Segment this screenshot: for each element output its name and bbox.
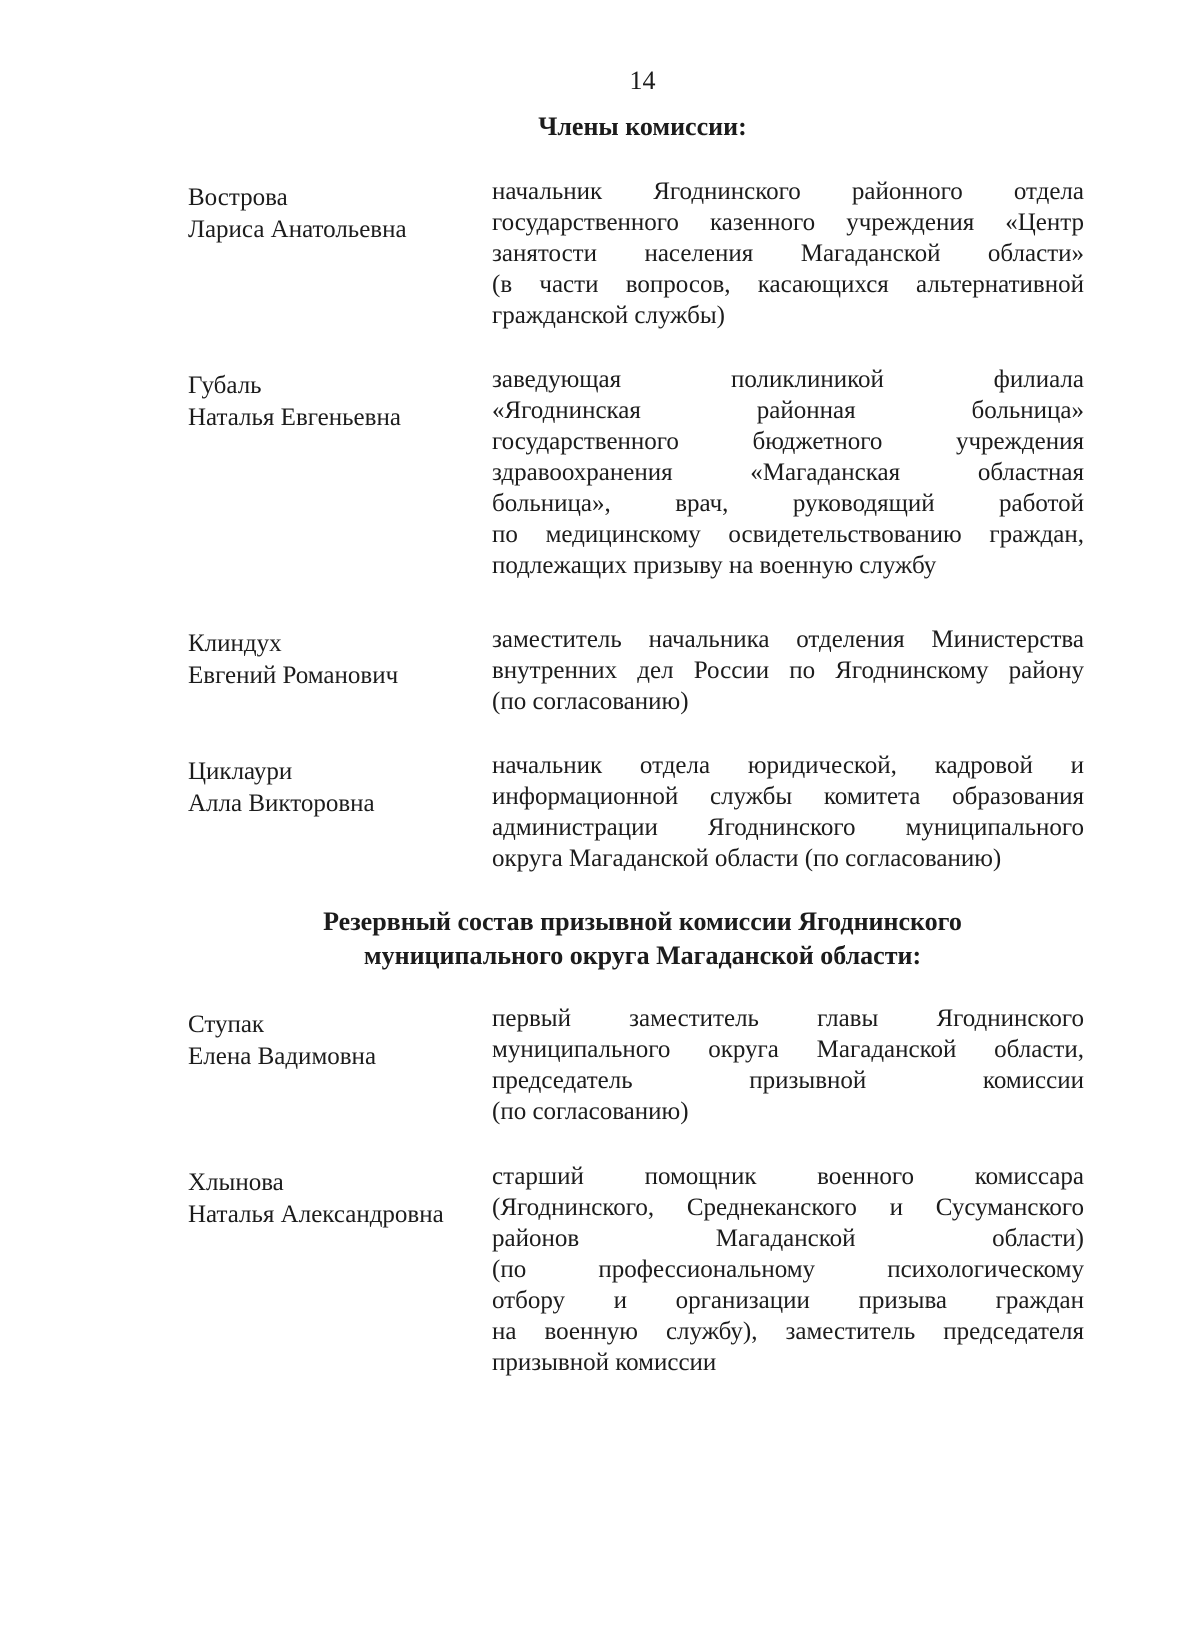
reserve-surname: Ступак bbox=[188, 1011, 265, 1038]
reserve-given-name: Елена Вадимовна bbox=[188, 1043, 377, 1070]
role-line: информационной службы комитета образования bbox=[492, 783, 1084, 810]
role-line: заместитель начальника отделения Министерства bbox=[492, 626, 1084, 653]
role-line: подлежащих призыву на военную службу bbox=[492, 552, 937, 579]
member-given-name: Алла Викторовна bbox=[188, 790, 375, 817]
members-heading: Члены комиссии: bbox=[538, 112, 747, 141]
role-line: начальник отдела юридической, кадровой и bbox=[492, 752, 1084, 779]
reserve-name bbox=[188, 1009, 376, 1073]
reserve-surname: Хлынова bbox=[188, 1169, 284, 1196]
page-number: 14 bbox=[629, 66, 656, 95]
member-given-name: Наталья Евгеньевна bbox=[188, 404, 401, 431]
member-role bbox=[492, 750, 1084, 874]
role-line: (в части вопросов, касающихся альтернативной bbox=[492, 271, 1084, 298]
reserve-name bbox=[188, 1167, 444, 1231]
role-line: государственного казенного учреждения «Центр bbox=[492, 209, 1084, 236]
role-line: начальник Ягоднинского районного отдела bbox=[492, 178, 1084, 205]
role-line: государственного бюджетного учреждения bbox=[492, 428, 1084, 455]
role-line: по медицинскому освидетельствованию граждан, bbox=[492, 521, 1084, 548]
member-role bbox=[492, 176, 1084, 331]
member-role bbox=[492, 624, 1084, 717]
member-given-name: Евгений Романович bbox=[188, 662, 399, 689]
reserve-given-name: Наталья Александровна bbox=[188, 1201, 444, 1228]
reserve-heading-line: Резервный состав призывной комиссии Ягоднинского bbox=[323, 907, 962, 936]
reserve-heading-line: муниципального округа Магаданской области: bbox=[363, 941, 922, 970]
role-line: председатель призывной комиссии bbox=[492, 1067, 1084, 1094]
reserve-role bbox=[492, 1161, 1084, 1378]
role-line: муниципального округа Магаданской области, bbox=[492, 1036, 1084, 1063]
member-surname: Клиндух bbox=[188, 630, 282, 657]
role-line: заведующая поликлиникой филиала bbox=[492, 366, 1084, 393]
member-surname: Губаль bbox=[188, 372, 262, 399]
role-line: (Ягоднинского, Среднеканского и Сусуманского bbox=[492, 1194, 1084, 1221]
role-line: больница», врач, руководящий работой bbox=[492, 490, 1084, 517]
role-line: (по согласованию) bbox=[492, 1098, 689, 1125]
member-surname: Циклаури bbox=[188, 758, 293, 785]
member-surname: Вострова bbox=[188, 184, 288, 211]
role-line: районов Магаданской области) bbox=[492, 1225, 1084, 1252]
role-line: отбору и организации призыва граждан bbox=[492, 1287, 1084, 1314]
role-line: внутренних дел России по Ягоднинскому району bbox=[492, 657, 1084, 684]
role-line: занятости населения Магаданской области» bbox=[492, 240, 1084, 267]
member-name bbox=[188, 756, 375, 820]
role-line: здравоохранения «Магаданская областная bbox=[492, 459, 1084, 486]
role-line: первый заместитель главы Ягоднинского bbox=[492, 1005, 1084, 1032]
role-line: гражданской службы) bbox=[492, 302, 725, 329]
role-line: (по согласованию) bbox=[492, 688, 689, 715]
role-line: администрации Ягоднинского муниципального bbox=[492, 814, 1084, 841]
role-line: призывной комиссии bbox=[492, 1349, 717, 1376]
member-name bbox=[188, 628, 398, 692]
role-line: на военную службу), заместитель председателя bbox=[492, 1318, 1084, 1345]
member-name bbox=[188, 182, 407, 246]
role-line: «Ягоднинская районная больница» bbox=[492, 397, 1084, 424]
role-line: (по профессиональному психологическому bbox=[492, 1256, 1084, 1283]
reserve-role bbox=[492, 1003, 1084, 1127]
reserve-heading bbox=[0, 905, 1200, 973]
member-given-name: Лариса Анатольевна bbox=[188, 216, 407, 243]
member-role bbox=[492, 364, 1084, 581]
role-line: округа Магаданской области (по согласованию) bbox=[492, 845, 1002, 872]
role-line: старший помощник военного комиссара bbox=[492, 1163, 1084, 1190]
member-name bbox=[188, 370, 401, 434]
